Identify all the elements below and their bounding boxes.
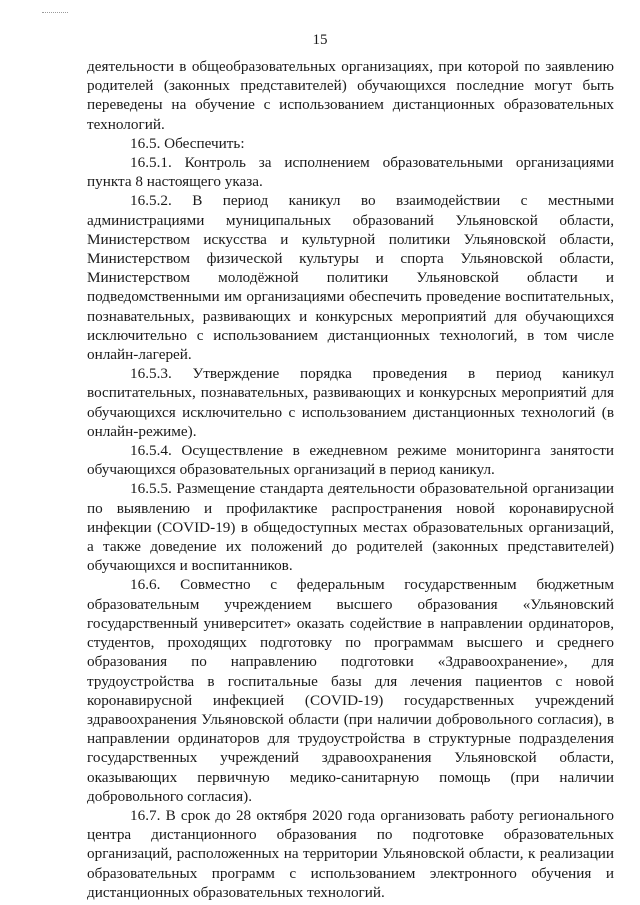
paragraph-16-5-5: 16.5.5. Размещение стандарта деятельности образовательной организации по выявлению и профилактике распространения новой коронавирусной инфекции (COVID-19) в общедоступных местах образовательных организаций, а также доведение их положений до родителей (законных представителей) обучающихся и воспитанников. [87, 480, 614, 575]
paragraph-16-5-4: 16.5.4. Осуществление в ежедневном режиме мониторинга занятости обучающихся образовательных организаций в период каникул. [87, 442, 614, 479]
paragraph-16-5-2: 16.5.2. В период каникул во взаимодействии с местными администрациями муниципальных образований Ульяновской области, Министерством искусства и культурной политики Ульяновской области, Министерством физической культуры и спорта Ульяновской области, Министерством молодёжной политики Ульяновской области и подведомственными им организациями обеспечить проведение воспитательных, познавательных, развивающих и конкурсных мероприятий для обучающихся исключительно с использованием дистанционных технологий, в том числе онлайн-лагерей. [87, 192, 614, 364]
paragraph-16-5-1: 16.5.1. Контроль за исполнением образовательными организациями пункта 8 настоящего указа. [87, 154, 614, 191]
page-number: 15 [312, 32, 328, 48]
document-body [87, 57, 614, 902]
paragraph-16-5: 16.5. Обеспечить: [130, 134, 245, 152]
scan-corner-mark [42, 12, 68, 13]
paragraph-16-7: 16.7. В срок до 28 октября 2020 года организовать работу регионального центра дистанционного образования по подготовке образовательных организаций, расположенных на территории Ульяновской области, к реализации образовательных программ с использованием электронного обучения и дистанционных образовательных технологий. [87, 806, 614, 901]
paragraph-continuation: деятельности в общеобразовательных организациях, при которой по заявлению родителей (законных представителей) обучающихся последние могут быть переведены на обучение с использованием дистанционных образовательных технологий. [87, 58, 614, 133]
paragraph-16-5-3: 16.5.3. Утверждение порядка проведения в период каникул воспитательных, познавательных, развивающих и конкурсных мероприятий для обучающихся исключительно с использованием дистанционных технологий (в онлайн-режиме). [87, 365, 614, 440]
paragraph-16-6: 16.6. Совместно с федеральным государственным бюджетным образовательным учреждением высшего образования «Ульяновский государственный университет» оказать содействие в направлении ординаторов, студентов, проходящих подготовку по программам высшего и среднего образования по направлению подготовки «Здравоохранение», для трудоустройства в госпитальные базы для лечения пациентов с новой коронавирусной инфекцией (COVID-19) государственных учреждений здравоохранения Ульяновской области (при наличии добровольного согласия), в направлении ординаторов для трудоустройства в структурные подразделения государственных учреждений здравоохранения Ульяновской области, оказывающих первичную медико-санитарную помощь (при наличии добровольного согласия). [87, 576, 614, 805]
